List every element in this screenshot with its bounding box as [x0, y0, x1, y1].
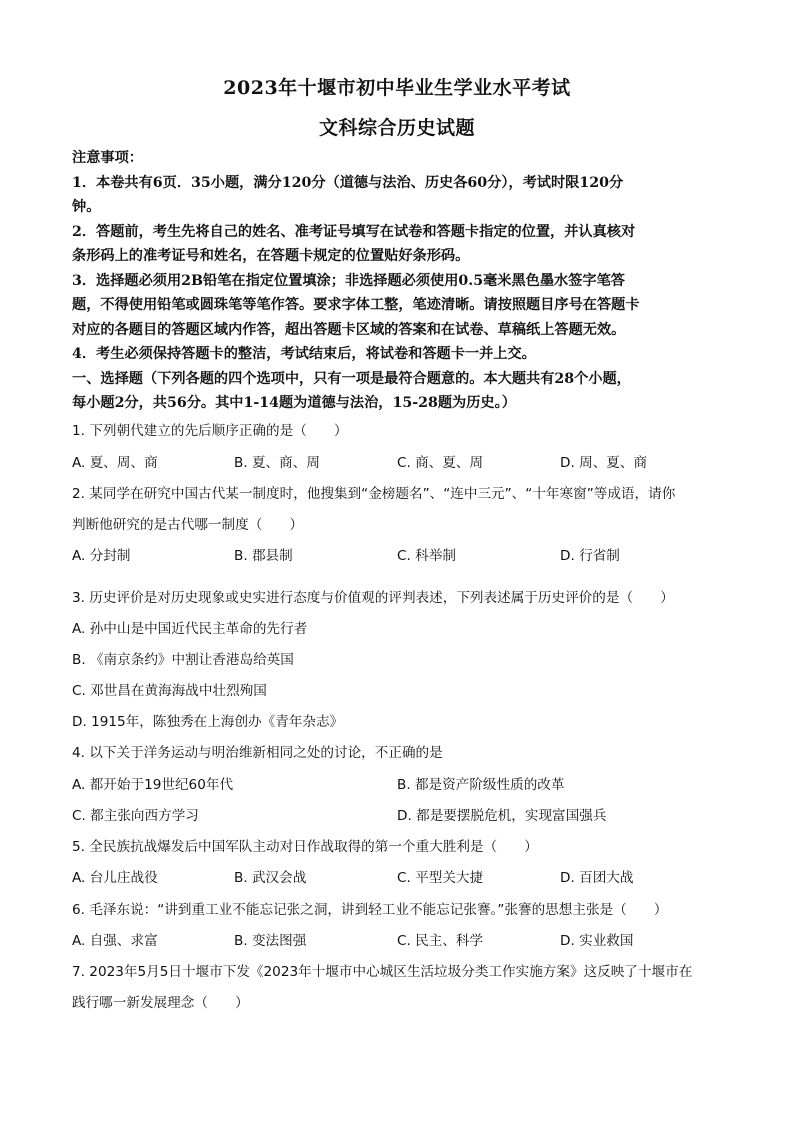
q5-option-b: B. 武汉会战: [234, 870, 307, 886]
q4-option-a: A. 都开始于19世纪60年代: [72, 777, 234, 793]
notes-line: 2．答题前，考生先将自己的姓名、准考证号填写在试卷和答题卡指定的位置，并认真核对: [72, 224, 636, 240]
q5-option-a: A. 台儿庄战役: [72, 870, 158, 886]
question-7-cont: 践行哪一新发展理念（ ）: [72, 995, 249, 1011]
q6-option-b: B. 变法图强: [234, 933, 307, 949]
question-5: 5. 全民族抗战爆发后中国军队主动对日作战取得的第一个重大胜利是（ ）: [72, 839, 538, 855]
q5-option-d: D. 百团大战: [560, 870, 634, 886]
question-4: 4. 以下关于洋务运动与明治维新相同之处的讨论，不正确的是: [72, 745, 443, 761]
question-3: 3. 历史评价是对历史现象或史实进行态度与价值观的评判表述，下列表述属于历史评价的是（ ）: [72, 590, 674, 606]
section-heading: 每小题2分，共56分。其中1-14题为道德与法治，15-28题为历史。）: [72, 395, 516, 411]
q1-option-c: C. 商、夏、周: [397, 455, 484, 471]
notes-line: 条形码上的准考证号和姓名，在答题卡规定的位置贴好条形码。: [72, 248, 470, 264]
q3-option-d: D. 1915年，陈独秀在上海创办《青年杂志》: [72, 714, 344, 730]
question-1: 1. 下列朝代建立的先后顺序正确的是（ ）: [72, 423, 348, 439]
q2-option-a: A. 分封制: [72, 548, 131, 564]
q4-option-d: D. 都是要摆脱危机，实现富国强兵: [397, 808, 607, 824]
q2-option-c: C. 科举制: [397, 548, 456, 564]
q3-option-c: C. 邓世昌在黄海海战中壮烈殉国: [72, 683, 267, 699]
notes-line: 题，不得使用铅笔或圆珠笔等笔作答。要求字体工整，笔迹清晰。请按照题目序号在答题卡: [72, 297, 640, 313]
question-2-cont: 判断他研究的是古代哪一制度（ ）: [72, 517, 304, 533]
q3-option-a: A. 孙中山是中国近代民主革命的先行者: [72, 621, 308, 637]
notes-line: 对应的各题目的答题区域内作答，超出答题卡区域的答案和在试卷、草稿纸上答题无效。: [72, 322, 626, 338]
section-heading: 一、选择题（下列各题的四个选项中，只有一项是最符合题意的。本大题共有28个小题，: [72, 371, 631, 387]
question-7: 7. 2023年5月5日十堰市下发《2023年十堰市中心城区生活垃圾分类工作实施方案》这反映了十堰市在: [72, 964, 693, 980]
question-6: 6. 毛泽东说：“讲到重工业不能忘记张之洞，讲到轻工业不能忘记张謇。”张謇的思想主张是（ ）: [72, 902, 668, 918]
q2-option-b: B. 郡县制: [234, 548, 293, 564]
notes-line: 钟。: [72, 199, 101, 215]
page-subtitle: 文科综合历史试题: [318, 117, 475, 139]
notes-line: 3．选择题必须用2B铅笔在指定位置填涂；非选择题必须使用0.5毫米黑色墨水签字笔答: [72, 273, 625, 289]
q5-option-c: C. 平型关大捷: [397, 870, 484, 886]
page-title: 2023年十堰市初中毕业生学业水平考试: [223, 77, 571, 99]
q1-option-b: B. 夏、商、周: [234, 455, 320, 471]
q3-option-b: B. 《南京条约》中割让香港岛给英国: [72, 652, 294, 668]
q4-option-b: B. 都是资产阶级性质的改革: [397, 777, 565, 793]
q1-option-d: D. 周、夏、商: [560, 455, 648, 471]
notes-line: 1．本卷共有6页．35小题，满分120分（道德与法治、历史各60分），考试时限120分: [72, 175, 624, 191]
q2-option-d: D. 行省制: [560, 548, 620, 564]
q1-option-a: A. 夏、周、商: [72, 455, 158, 471]
q6-option-a: A. 自强、求富: [72, 933, 158, 949]
notes-line: 4．考生必须保持答题卡的整洁，考试结束后，将试卷和答题卡一并上交。: [72, 346, 536, 362]
q6-option-c: C. 民主、科学: [397, 933, 484, 949]
notes-heading: 注意事项：: [72, 150, 143, 166]
question-2: 2. 某同学在研究中国古代某一制度时，他搜集到“金榜题名”、“连中三元”、“十年寒窗”等成语，请你: [72, 486, 676, 502]
q6-option-d: D. 实业救国: [560, 933, 634, 949]
q4-option-c: C. 都主张向西方学习: [72, 808, 199, 824]
